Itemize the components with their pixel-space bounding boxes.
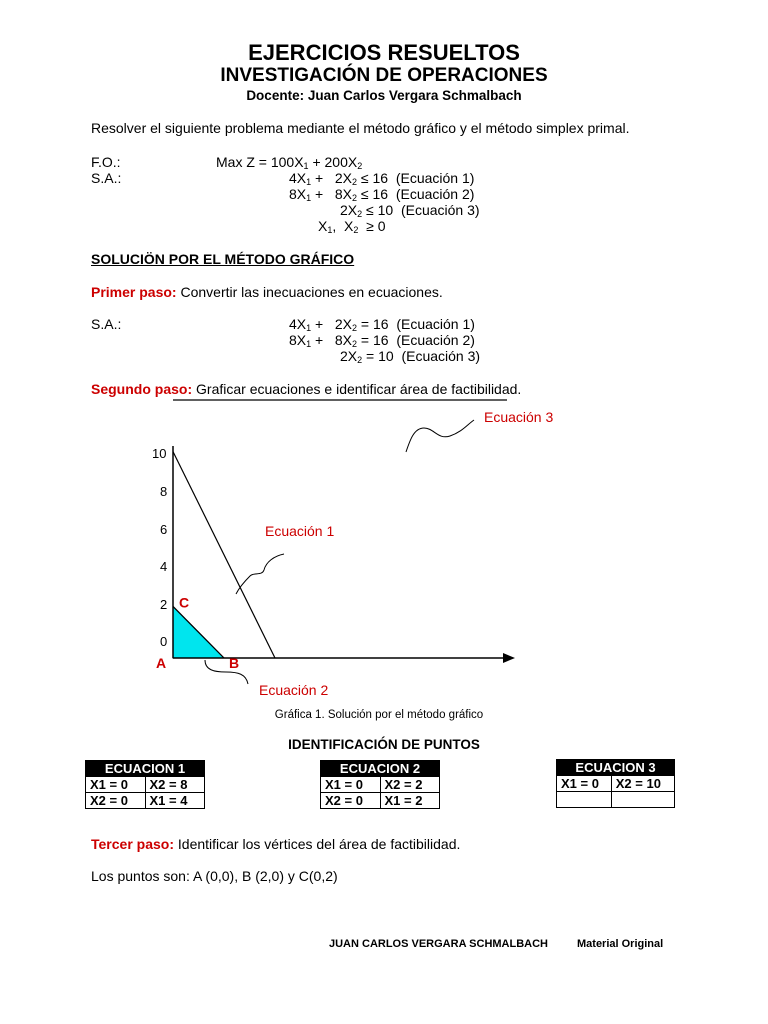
- footer-note: Material Original: [577, 938, 664, 950]
- table-cell: X2 = 8: [145, 777, 205, 793]
- table-header: ECUACION 3: [557, 760, 675, 776]
- point-label-c: C: [179, 594, 190, 611]
- table-cell: X1 = 0: [557, 776, 612, 792]
- fo-label: F.O.:: [91, 154, 121, 170]
- callout-label-equation-2: Ecuación 2: [259, 682, 329, 698]
- table-cell: X1 = 4: [145, 793, 205, 809]
- table-row: [86, 777, 205, 793]
- y-tick-label: 2: [160, 597, 168, 612]
- table-cell: X2 = 10: [611, 776, 674, 792]
- teacher-line: Docente: Juan Carlos Vergara Schmalbach: [246, 88, 522, 103]
- equation-1-table: [85, 760, 205, 809]
- table-row: [557, 792, 675, 808]
- callout-label-equation-1: Ecuación 1: [265, 523, 335, 539]
- step3-text: Identificar los vértices del área de factibilidad.: [177, 836, 461, 852]
- x-axis-arrow: [503, 653, 515, 663]
- equation-3-table: [556, 759, 675, 808]
- callout-curve-equation-1: [236, 554, 284, 594]
- intro-text: Resolver el siguiente problema mediante el método gráfico y el método simplex primal.: [91, 120, 630, 136]
- step1-sa-label: S.A.:: [91, 316, 122, 332]
- table-cell: [557, 792, 612, 808]
- y-tick-label: 8: [160, 484, 168, 499]
- doc-subtitle: INVESTIGACIÓN DE OPERACIONES: [220, 65, 548, 86]
- constraint-2: $8X_1 + 8X_2 \le 16$ (Ecuación 2): [289, 186, 475, 203]
- objective-function: Max $Z = 100X_1 + 200X_2$: [216, 154, 363, 171]
- sa-label: S.A.:: [91, 170, 122, 186]
- y-tick-label: 10: [152, 446, 167, 461]
- constraint-1: $4X_1 + 2X_2 \le 16$ (Ecuación 1): [289, 170, 475, 187]
- y-tick-label: 0: [160, 634, 168, 649]
- doc-title: EJERCICIOS RESUELTOS: [248, 40, 520, 65]
- y-tick-label: 4: [160, 559, 168, 574]
- step2-text: Graficar ecuaciones e identificar área de factibilidad.: [196, 381, 522, 397]
- table-header: ECUACION 2: [321, 761, 440, 777]
- y-tick-label: 6: [160, 522, 168, 537]
- table-cell: X1 = 0: [86, 777, 146, 793]
- points-result: Los puntos son: A (0,0), B (2,0) y C(0,2): [91, 868, 338, 884]
- table-cell: X2 = 0: [86, 793, 146, 809]
- point-label-b: B: [229, 655, 240, 671]
- table-cell: X2 = 0: [321, 793, 381, 809]
- section-title: SOLUCIÖN POR EL MÉTODO GRÁFICO: [91, 251, 355, 267]
- table-cell: [611, 792, 674, 808]
- footer-author: JUAN CARLOS VERGARA SCHMALBACH: [329, 938, 548, 950]
- table-row: [321, 777, 440, 793]
- y-tick-labels: [152, 446, 167, 649]
- chart-caption: Gráfica 1. Solución por el método gráfico: [274, 709, 484, 721]
- step1-label: Primer paso:: [91, 284, 177, 300]
- table-row: [86, 793, 205, 809]
- equation-3: $2X_2 = 10$ (Ecuación 3): [340, 348, 481, 365]
- table-cell: X1 = 2: [380, 793, 440, 809]
- table-row: [321, 793, 440, 809]
- table-cell: X1 = 0: [321, 777, 381, 793]
- points-section-title: IDENTIFICACIÓN DE PUNTOS: [288, 737, 480, 752]
- step3-label: Tercer paso:: [91, 836, 174, 852]
- callout-curve-equation-3: [406, 420, 474, 452]
- equation-2: $8X_1 + 8X_2 = 16$ (Ecuación 2): [289, 332, 475, 349]
- table-header: ECUACION 1: [86, 761, 205, 777]
- equation-1: $4X_1 + 2X_2 = 16$ (Ecuación 1): [289, 316, 475, 333]
- nonnegativity: $X_1$, $X_2 \ge 0$: [318, 218, 386, 235]
- step1-text: Convertir las inecuaciones en ecuaciones.: [180, 284, 443, 300]
- table-row: [557, 776, 675, 792]
- step3-line: [91, 836, 460, 852]
- callout-label-equation-3: Ecuación 3: [484, 409, 554, 425]
- point-label-a: A: [156, 655, 167, 671]
- step2-label: Segundo paso:: [91, 381, 193, 397]
- table-cell: X2 = 2: [380, 777, 440, 793]
- callout-curve-equation-2: [205, 660, 248, 684]
- constraint-3: $2X_2 \le 10$ (Ecuación 3): [340, 202, 480, 219]
- equation-2-table: [320, 760, 440, 809]
